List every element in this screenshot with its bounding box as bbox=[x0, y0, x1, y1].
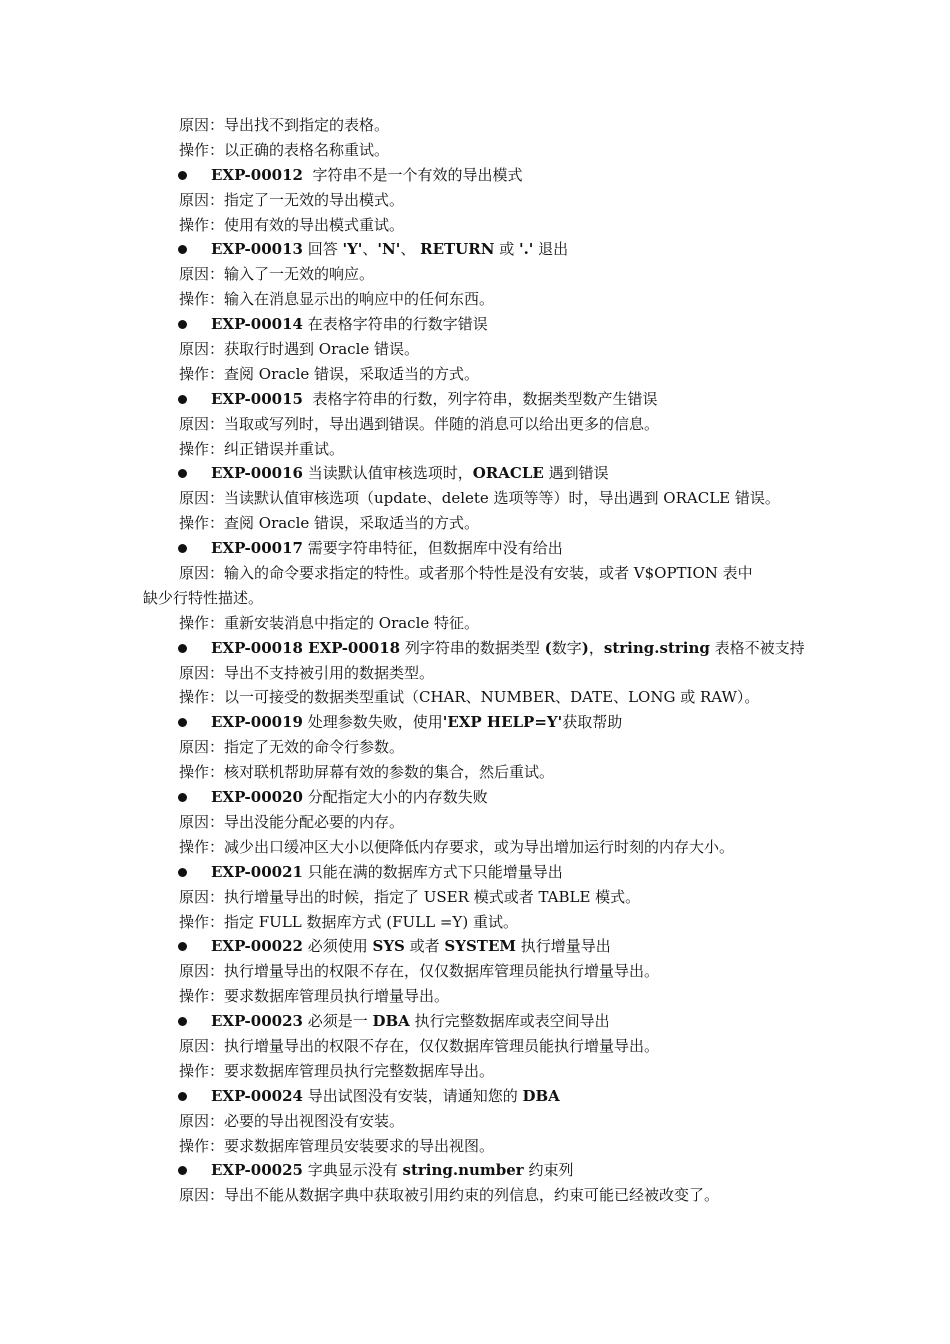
line-text: 操作：使用有效的导出模式重试。 bbox=[179, 215, 405, 234]
line-text: 只能在满的数据库方式下只能增量导出 bbox=[302, 862, 563, 881]
text-line bbox=[0, 287, 950, 312]
line-text: 操作：查阅 Oracle 错误，采取适当的方式。 bbox=[179, 514, 480, 533]
line-text: 退出 bbox=[533, 240, 569, 259]
line-text: 需要字符串特征，但数据库中没有给出 bbox=[302, 539, 563, 558]
text-line bbox=[0, 561, 950, 586]
text-line bbox=[0, 412, 950, 437]
line-text: 操作：重新安装消息中指定的 Oracle 特征。 bbox=[179, 613, 480, 632]
line-text: 操作：要求数据库管理员执行增量导出。 bbox=[179, 987, 450, 1006]
line-text: 字典显示没有 bbox=[302, 1161, 403, 1180]
bold-text: SYS bbox=[372, 937, 405, 956]
error-code-entry bbox=[0, 710, 950, 735]
line-text: 原因：执行增量导出的权限不存在，仅仅数据库管理员能执行增量导出。 bbox=[179, 1036, 660, 1055]
bold-text: EXP-00012 bbox=[211, 165, 303, 184]
line-text: 操作：减少出口缓冲区大小以便降低内存要求，或为导出增加运行时刻的内存大小。 bbox=[179, 837, 735, 856]
text-line bbox=[0, 486, 950, 511]
line-text: 原因：导出不能从数据字典中获取被引用约束的列信息，约束可能已经被改变了。 bbox=[179, 1186, 720, 1205]
line-text: 原因：当读默认值审核选项（update、delete 选项等等）时，导出遇到 ORACLE 错误。 bbox=[179, 489, 780, 508]
line-text: 列字符串的数据类型 bbox=[400, 638, 545, 657]
line-text: 原因：指定了一无效的导出模式。 bbox=[179, 190, 405, 209]
bullet-icon bbox=[178, 1017, 187, 1026]
line-text: 操作：指定 FULL 数据库方式 (FULL =Y) 重试。 bbox=[179, 912, 518, 931]
bullet-icon bbox=[178, 1092, 187, 1101]
line-text: 操作：输入在消息显示出的响应中的任何东西。 bbox=[179, 290, 495, 309]
line-text: ， bbox=[588, 638, 604, 657]
text-line bbox=[0, 885, 950, 910]
bullet-icon bbox=[178, 868, 187, 877]
text-line bbox=[0, 1059, 950, 1084]
line-text: 或 bbox=[494, 240, 519, 259]
bold-text: 'EXP HELP=Y' bbox=[442, 713, 563, 732]
text-line bbox=[0, 760, 950, 785]
error-code-entry bbox=[0, 934, 950, 959]
text-line bbox=[0, 188, 950, 213]
line-text: 或者 bbox=[404, 937, 445, 956]
error-code-entry bbox=[0, 237, 950, 262]
line-text: 、 bbox=[400, 240, 421, 259]
text-line bbox=[0, 337, 950, 362]
bullet-icon bbox=[178, 171, 187, 180]
line-text: 缺少行特性描述。 bbox=[143, 588, 264, 607]
bullet-icon bbox=[178, 395, 187, 404]
text-line bbox=[0, 138, 950, 163]
bold-text: RETURN bbox=[420, 240, 495, 259]
text-line bbox=[0, 113, 950, 138]
bold-text: 'N' bbox=[377, 240, 401, 259]
line-text: 回答 bbox=[302, 240, 343, 259]
bold-text: EXP-00017 bbox=[211, 539, 303, 558]
line-text: 执行完整数据库或表空间导出 bbox=[409, 1012, 610, 1031]
text-line bbox=[0, 362, 950, 387]
bold-text: ) bbox=[581, 638, 589, 657]
line-text: 操作：要求数据库管理员执行完整数据库导出。 bbox=[179, 1061, 495, 1080]
error-code-entry bbox=[0, 1158, 950, 1183]
error-code-entry bbox=[0, 461, 950, 486]
bold-text: string.string bbox=[603, 638, 710, 657]
text-line bbox=[0, 959, 950, 984]
line-text: 原因：导出没能分配必要的内存。 bbox=[179, 812, 405, 831]
bold-text: EXP-00014 bbox=[211, 315, 303, 334]
line-text: 原因：必要的导出视图没有安装。 bbox=[179, 1111, 405, 1130]
bold-text: DBA bbox=[372, 1012, 410, 1031]
line-text: 约束列 bbox=[523, 1161, 574, 1180]
line-text: 原因：输入的命令要求指定的特性。或者那个特性是没有安装，或者 V$OPTION 表中 bbox=[179, 564, 753, 583]
line-text: 原因：输入了一无效的响应。 bbox=[179, 265, 375, 284]
bold-text: EXP-00016 bbox=[211, 464, 303, 483]
bullet-icon bbox=[178, 245, 187, 254]
line-text: 数字 bbox=[551, 638, 582, 657]
bold-text: EXP-00022 bbox=[211, 937, 303, 956]
bullet-icon bbox=[178, 469, 187, 478]
text-line bbox=[0, 1183, 950, 1208]
line-text: 必须是一 bbox=[302, 1012, 373, 1031]
line-text: 在表格字符串的行数字错误 bbox=[302, 315, 488, 334]
error-code-entry bbox=[0, 312, 950, 337]
error-code-entry bbox=[0, 536, 950, 561]
text-line bbox=[0, 611, 950, 636]
line-text: 操作：查阅 Oracle 错误，采取适当的方式。 bbox=[179, 364, 480, 383]
bold-text: EXP-00019 bbox=[211, 713, 303, 732]
error-code-entry bbox=[0, 860, 950, 885]
text-line bbox=[0, 1034, 950, 1059]
text-line bbox=[0, 1134, 950, 1159]
line-text: 字符串不是一个有效的导出模式 bbox=[302, 165, 523, 184]
bold-text: EXP-00021 bbox=[211, 862, 303, 881]
bullet-icon bbox=[178, 644, 187, 653]
line-text: 原因：导出找不到指定的表格。 bbox=[179, 116, 390, 134]
bold-text: '.' bbox=[518, 240, 534, 259]
line-text: 操作：要求数据库管理员安装要求的导出视图。 bbox=[179, 1136, 495, 1155]
line-text: 原因：指定了无效的命令行参数。 bbox=[179, 738, 405, 757]
bold-text: EXP-00013 bbox=[211, 240, 303, 259]
line-text: 表格字符串的行数，列字符串，数据类型数产生错误 bbox=[302, 389, 658, 408]
line-text: 原因：执行增量导出的权限不存在，仅仅数据库管理员能执行增量导出。 bbox=[179, 962, 660, 981]
line-text: 处理参数失败，使用 bbox=[302, 713, 443, 732]
line-text: 导出试图没有安装，请通知您的 bbox=[302, 1086, 523, 1105]
bold-text: 'Y' bbox=[342, 240, 363, 259]
line-text: 原因：执行增量导出的时候，指定了 USER 模式或者 TABLE 模式。 bbox=[179, 887, 641, 906]
line-text: 原因：获取行时遇到 Oracle 错误。 bbox=[179, 340, 420, 359]
text-line bbox=[0, 685, 950, 710]
line-text: 操作：核对联机帮助屏幕有效的参数的集合，然后重试。 bbox=[179, 763, 555, 782]
line-text: 、 bbox=[362, 240, 378, 259]
error-code-entry bbox=[0, 163, 950, 188]
bold-text: EXP-00025 bbox=[211, 1161, 303, 1180]
text-line bbox=[0, 835, 950, 860]
bold-text: DBA bbox=[522, 1086, 560, 1105]
line-text: 操作：以正确的表格名称重试。 bbox=[179, 140, 390, 159]
bold-text: SYSTEM bbox=[444, 937, 516, 956]
error-code-entry bbox=[0, 785, 950, 810]
bold-text: EXP-00020 bbox=[211, 788, 303, 807]
bullet-icon bbox=[178, 544, 187, 553]
bold-text: ( bbox=[544, 638, 552, 657]
bold-text: EXP-00018 EXP-00018 bbox=[211, 638, 401, 657]
bullet-icon bbox=[178, 718, 187, 727]
bullet-icon bbox=[178, 320, 187, 329]
line-text: 必须使用 bbox=[302, 937, 373, 956]
line-text: 操作：以一可接受的数据类型重试（CHAR、NUMBER、DATE、LONG 或 RAW）。 bbox=[179, 688, 760, 707]
text-line bbox=[0, 213, 950, 238]
line-text: 当读默认值审核选项时， bbox=[302, 464, 473, 483]
text-line bbox=[0, 262, 950, 287]
text-line bbox=[0, 511, 950, 536]
error-code-entry bbox=[0, 1009, 950, 1034]
bold-text: EXP-00015 bbox=[211, 389, 303, 408]
bold-text: ORACLE bbox=[472, 464, 544, 483]
bold-text: string.number bbox=[402, 1161, 524, 1180]
text-line bbox=[0, 984, 950, 1009]
line-text: 表格不被支持 bbox=[709, 638, 805, 657]
bullet-icon bbox=[178, 793, 187, 802]
bullet-icon bbox=[178, 1166, 187, 1175]
line-text: 操作：纠正错误并重试。 bbox=[179, 439, 345, 458]
text-line bbox=[0, 661, 950, 686]
document-page bbox=[0, 113, 950, 1208]
text-line bbox=[0, 735, 950, 760]
error-code-entry bbox=[0, 387, 950, 412]
bullet-icon bbox=[178, 942, 187, 951]
text-line bbox=[0, 810, 950, 835]
text-line bbox=[0, 910, 950, 935]
bold-text: EXP-00023 bbox=[211, 1012, 303, 1031]
text-line bbox=[0, 437, 950, 462]
line-text: 执行增量导出 bbox=[516, 937, 611, 956]
text-line bbox=[0, 586, 950, 611]
line-text: 遇到错误 bbox=[543, 464, 609, 483]
line-text: 原因：导出不支持被引用的数据类型。 bbox=[179, 663, 435, 682]
error-code-entry bbox=[0, 636, 950, 661]
line-text: 原因：当取或写列时，导出遇到错误。伴随的消息可以给出更多的信息。 bbox=[179, 414, 660, 433]
error-code-entry bbox=[0, 1084, 950, 1109]
text-line bbox=[0, 1109, 950, 1134]
line-text: 分配指定大小的内存数失败 bbox=[302, 788, 488, 807]
line-text: 获取帮助 bbox=[562, 713, 623, 732]
bold-text: EXP-00024 bbox=[211, 1086, 303, 1105]
